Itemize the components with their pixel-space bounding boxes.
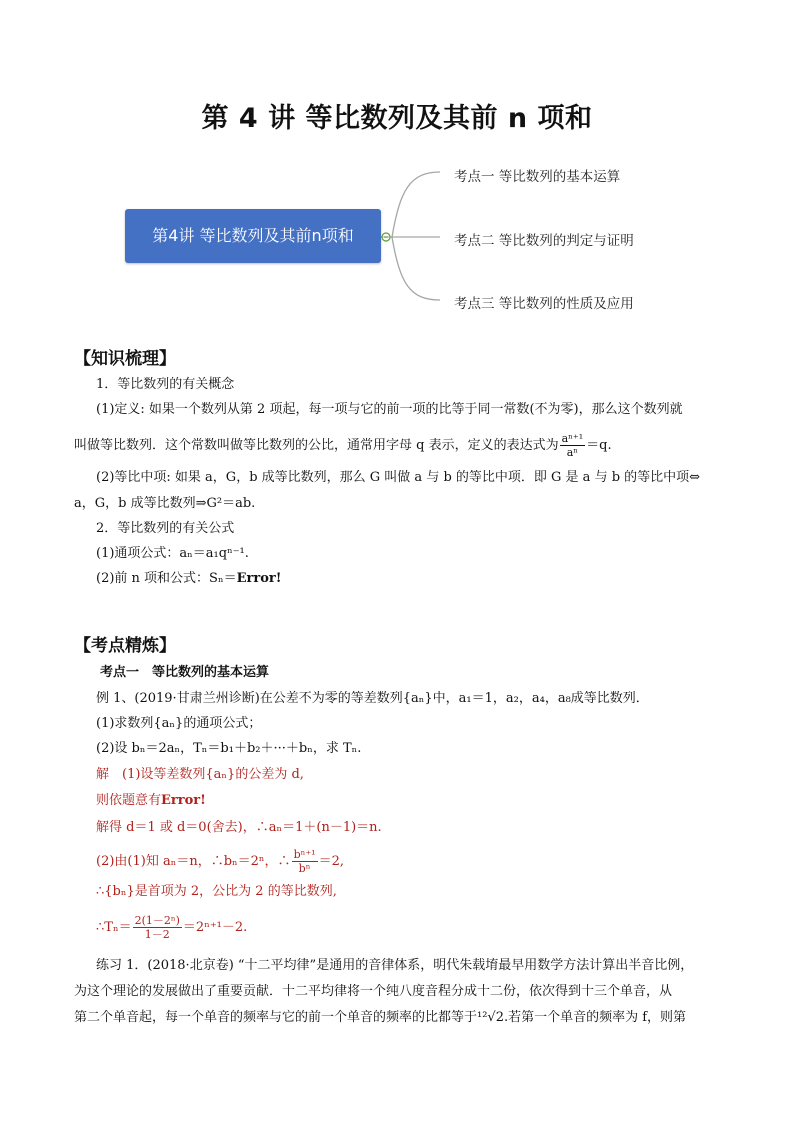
mindmap-connector-3: [392, 237, 440, 300]
solution-line-3: 解得 d＝1 或 d＝0(舍去)，∴aₙ＝1＋(n－1)＝n.: [96, 820, 382, 835]
exercise-1-line-3: 第二个单音起，每一个单音的频率与它的前一个单音的频率的比都等于¹²√2.若第一个单音的频率为 f，则第: [74, 1010, 687, 1025]
fraction-denominator: bⁿ: [298, 862, 311, 875]
mindmap-branch-2: 考点二 等比数列的判定与证明: [454, 233, 634, 249]
mindmap-branch-3: 考点三 等比数列的性质及应用: [454, 296, 634, 312]
ratio-fraction: [292, 848, 318, 875]
fraction-numerator: bⁿ⁺¹: [293, 848, 316, 861]
definition-text: 叫做等比数列．这个常数叫做等比数列的公比，通常用字母 q 表示，定义的表达式为: [74, 438, 559, 453]
exercise-1-line-1: 练习 1．(2018·北京卷) “十二平均律”是通用的音律体系，明代朱载堉最早用数学方法计算出半音比例，: [96, 958, 694, 973]
mindmap-connectors: [0, 150, 794, 320]
knowledge-heading: 【知识梳理】: [74, 349, 176, 369]
example-1-question-2: (2)设 bₙ＝2aₙ，Tₙ＝b₁＋b₂＋···＋bₙ，求 Tₙ.: [96, 741, 362, 756]
solution-line-4-text: (2)由(1)知 aₙ＝n，∴bₙ＝2ⁿ，∴: [96, 854, 291, 869]
example-1-stem: 例 1、(2019·甘肃兰州诊断)在公差不为零的等差数列{aₙ}中，a₁＝1，a₂，a₄，a₈成等比数列．: [96, 691, 649, 706]
solution-line-4: [96, 848, 344, 875]
exercise-1-line-2: 为这个理论的发展做出了重要贡献．十二平均律将一个纯八度音程分成十二份，依次得到十三个单音，从: [74, 984, 673, 999]
solution-line-5: ∴{bₙ}是首项为 2，公比为 2 的等比数列,: [96, 884, 337, 899]
solution-line-4-tail: ＝2,: [318, 854, 344, 869]
fraction-numerator: aⁿ⁺¹: [561, 432, 584, 445]
concept-subheading: 1．等比数列的有关概念: [96, 377, 235, 392]
sum-fraction: [133, 914, 182, 941]
solution-line-6: [96, 914, 247, 941]
solution-line-6-text: ∴Tₙ＝: [96, 920, 132, 935]
mindmap-root-node: 第4讲 等比数列及其前n项和: [125, 209, 381, 263]
geometric-mean-line-2: a，G，b 成等比数列⇒G²＝ab.: [74, 496, 256, 511]
definition-line-2: [74, 432, 612, 459]
solution-line-2: [96, 791, 206, 811]
error-placeholder: Error!: [236, 571, 282, 586]
page-title: 第 4 讲 等比数列及其前 n 项和: [201, 103, 593, 134]
topic-heading: 考点一 等比数列的基本运算: [100, 665, 270, 680]
fraction-numerator: 2(1－2ⁿ): [134, 914, 180, 927]
formula-subheading: 2．等比数列的有关公式: [96, 521, 235, 536]
fraction-denominator: aⁿ: [566, 446, 579, 459]
definition-line-1: (1)定义: 如果一个数列从第 2 项起，每一项与它的前一项的比等于同一常数(不为零)，那么这个数列就: [96, 402, 683, 417]
sum-formula-text: (2)前 n 项和公式：Sₙ＝: [96, 571, 237, 586]
solution-line-1: 解 (1)设等差数列{aₙ}的公差为 d,: [96, 767, 304, 782]
geometric-mean-line-1: (2)等比中项: 如果 a，G，b 成等比数列，那么 G 叫做 a 与 b 的等比中项．即 G 是 a 与 b 的等比中项⇔: [96, 470, 701, 485]
solution-line-2-text: 则依题意有: [96, 793, 162, 808]
general-term-formula: (1)通项公式：aₙ＝a₁qⁿ⁻¹.: [96, 546, 249, 561]
error-placeholder: Error!: [161, 793, 206, 808]
mindmap-branch-1: 考点一 等比数列的基本运算: [454, 169, 621, 185]
practice-heading: 【考点精炼】: [74, 636, 176, 656]
definition-fraction: [560, 432, 586, 459]
sum-formula: [96, 569, 281, 589]
solution-line-6-tail: ＝2ⁿ⁺¹－2.: [182, 920, 248, 935]
mindmap-connector-1: [392, 172, 440, 237]
example-1-question-1: (1)求数列{aₙ}的通项公式；: [96, 716, 262, 731]
definition-equals: ＝q.: [586, 438, 612, 453]
fraction-denominator: 1－2: [144, 928, 170, 941]
